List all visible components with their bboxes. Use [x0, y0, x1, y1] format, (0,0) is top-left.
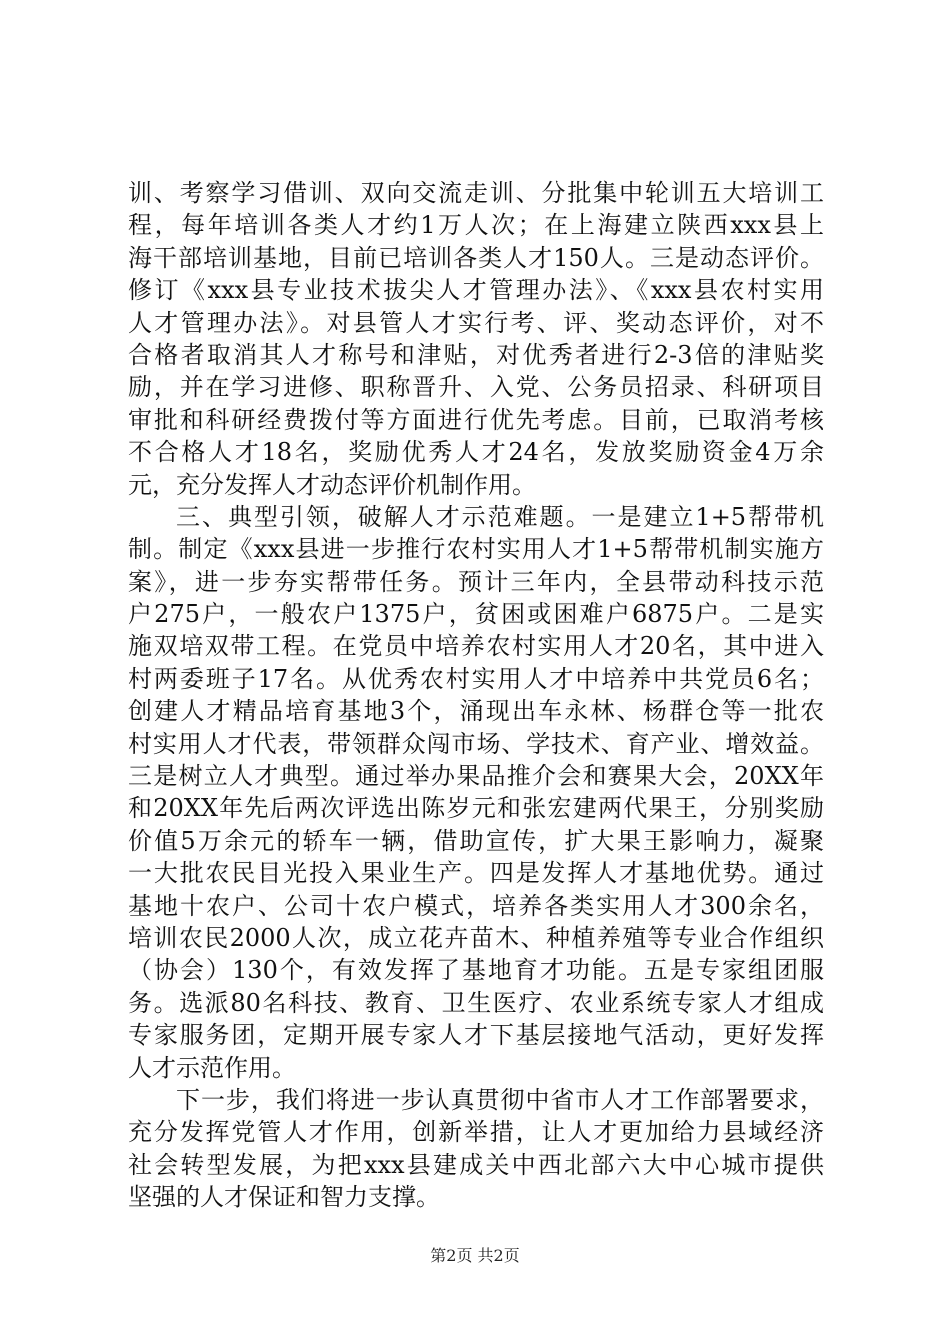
body-text — [128, 177, 824, 1214]
text-line: 合格者取消其人才称号和津贴，对优秀者进行2-3倍的津贴奖 — [128, 340, 824, 369]
text-line: 励，并在学习进修、职称晋升、入党、公务员招录、科研项目 — [128, 373, 824, 402]
text-line: 制。制定《xxx县进一步推行农村实用人才1+5帮带机制实施方 — [128, 535, 824, 564]
text-line: 元，充分发挥人才动态评价机制作用。 — [128, 470, 536, 499]
text-line: 价值5万余元的轿车一辆，借助宣传，扩大果王影响力，凝聚 — [128, 826, 824, 855]
text-line: 修订《xxx县专业技术拔尖人才管理办法》、《xxx县农村实用 — [128, 276, 824, 305]
text-line: 创建人才精品培育基地3个，涌现出车永林、杨群仓等一批农 — [128, 697, 824, 726]
page-footer: 第2页 共2页 — [430, 1246, 520, 1265]
text-line: 案》，进一步夯实帮带任务。预计三年内，全县带动科技示范 — [128, 567, 824, 596]
text-line: 训、考察学习借训、双向交流走训、分批集中轮训五大培训工 — [128, 179, 824, 207]
text-line: 社会转型发展，为把xxx县建成关中西北部六大中心城市提供 — [128, 1150, 824, 1179]
text-line: 基地十农户、公司十农户模式，培养各类实用人才300余名， — [128, 891, 824, 920]
text-line: 户275户，一般农户1375户，贫困或困难户6875户。二是实 — [128, 600, 824, 629]
text-line: 人才示范作用。 — [128, 1053, 296, 1082]
text-line: 村实用人才代表，带领群众闯市场、学技术、育产业、增效益。 — [128, 729, 824, 758]
text-line: 海干部培训基地，目前已培训各类人才150人。三是动态评价。 — [128, 243, 824, 272]
text-line: 施双培双带工程。在党员中培养农村实用人才20名，其中进入 — [128, 632, 824, 661]
text-line: 审批和科研经费拨付等方面进行优先考虑。目前，已取消考核 — [128, 405, 824, 434]
text-line: 坚强的人才保证和智力支撑。 — [128, 1183, 440, 1212]
text-line: 村两委班子17名。从优秀农村实用人才中培养中共党员6名； — [128, 664, 824, 693]
text-line: 不合格人才18名，奖励优秀人才24名，发放奖励资金4万余 — [128, 438, 824, 467]
text-line: 三是树立人才典型。通过举办果品推介会和赛果大会，20XX年 — [128, 762, 824, 791]
text-line: 专家服务团，定期开展专家人才下基层接地气活动，更好发挥 — [128, 1021, 824, 1050]
text-line: 和20XX年先后两次评选出陈岁元和张宏建两代果王，分别奖励 — [128, 794, 824, 823]
text-line: 务。选派80名科技、教育、卫生医疗、农业系统专家人才组成 — [128, 988, 824, 1017]
text-line: 三、典型引领，破解人才示范难题。一是建立1+5帮带机 — [176, 502, 824, 531]
text-line: 下一步，我们将进一步认真贯彻中省市人才工作部署要求， — [176, 1085, 824, 1114]
text-line: 培训农民2000人次，成立花卉苗木、种植养殖等专业合作组织 — [128, 923, 824, 952]
text-line: 一大批农民目光投入果业生产。四是发挥人才基地优势。通过 — [128, 859, 824, 888]
text-line: 充分发挥党管人才作用，创新举措，让人才更加给力县域经济 — [128, 1118, 824, 1147]
text-line: （协会）130个，有效发挥了基地育才功能。五是专家组团服 — [128, 956, 824, 985]
text-line: 程，每年培训各类人才约1万人次；在上海建立陕西xxx县上 — [128, 211, 824, 240]
text-line: 人才管理办法》。对县管人才实行考、评、奖动态评价，对不 — [128, 308, 824, 337]
